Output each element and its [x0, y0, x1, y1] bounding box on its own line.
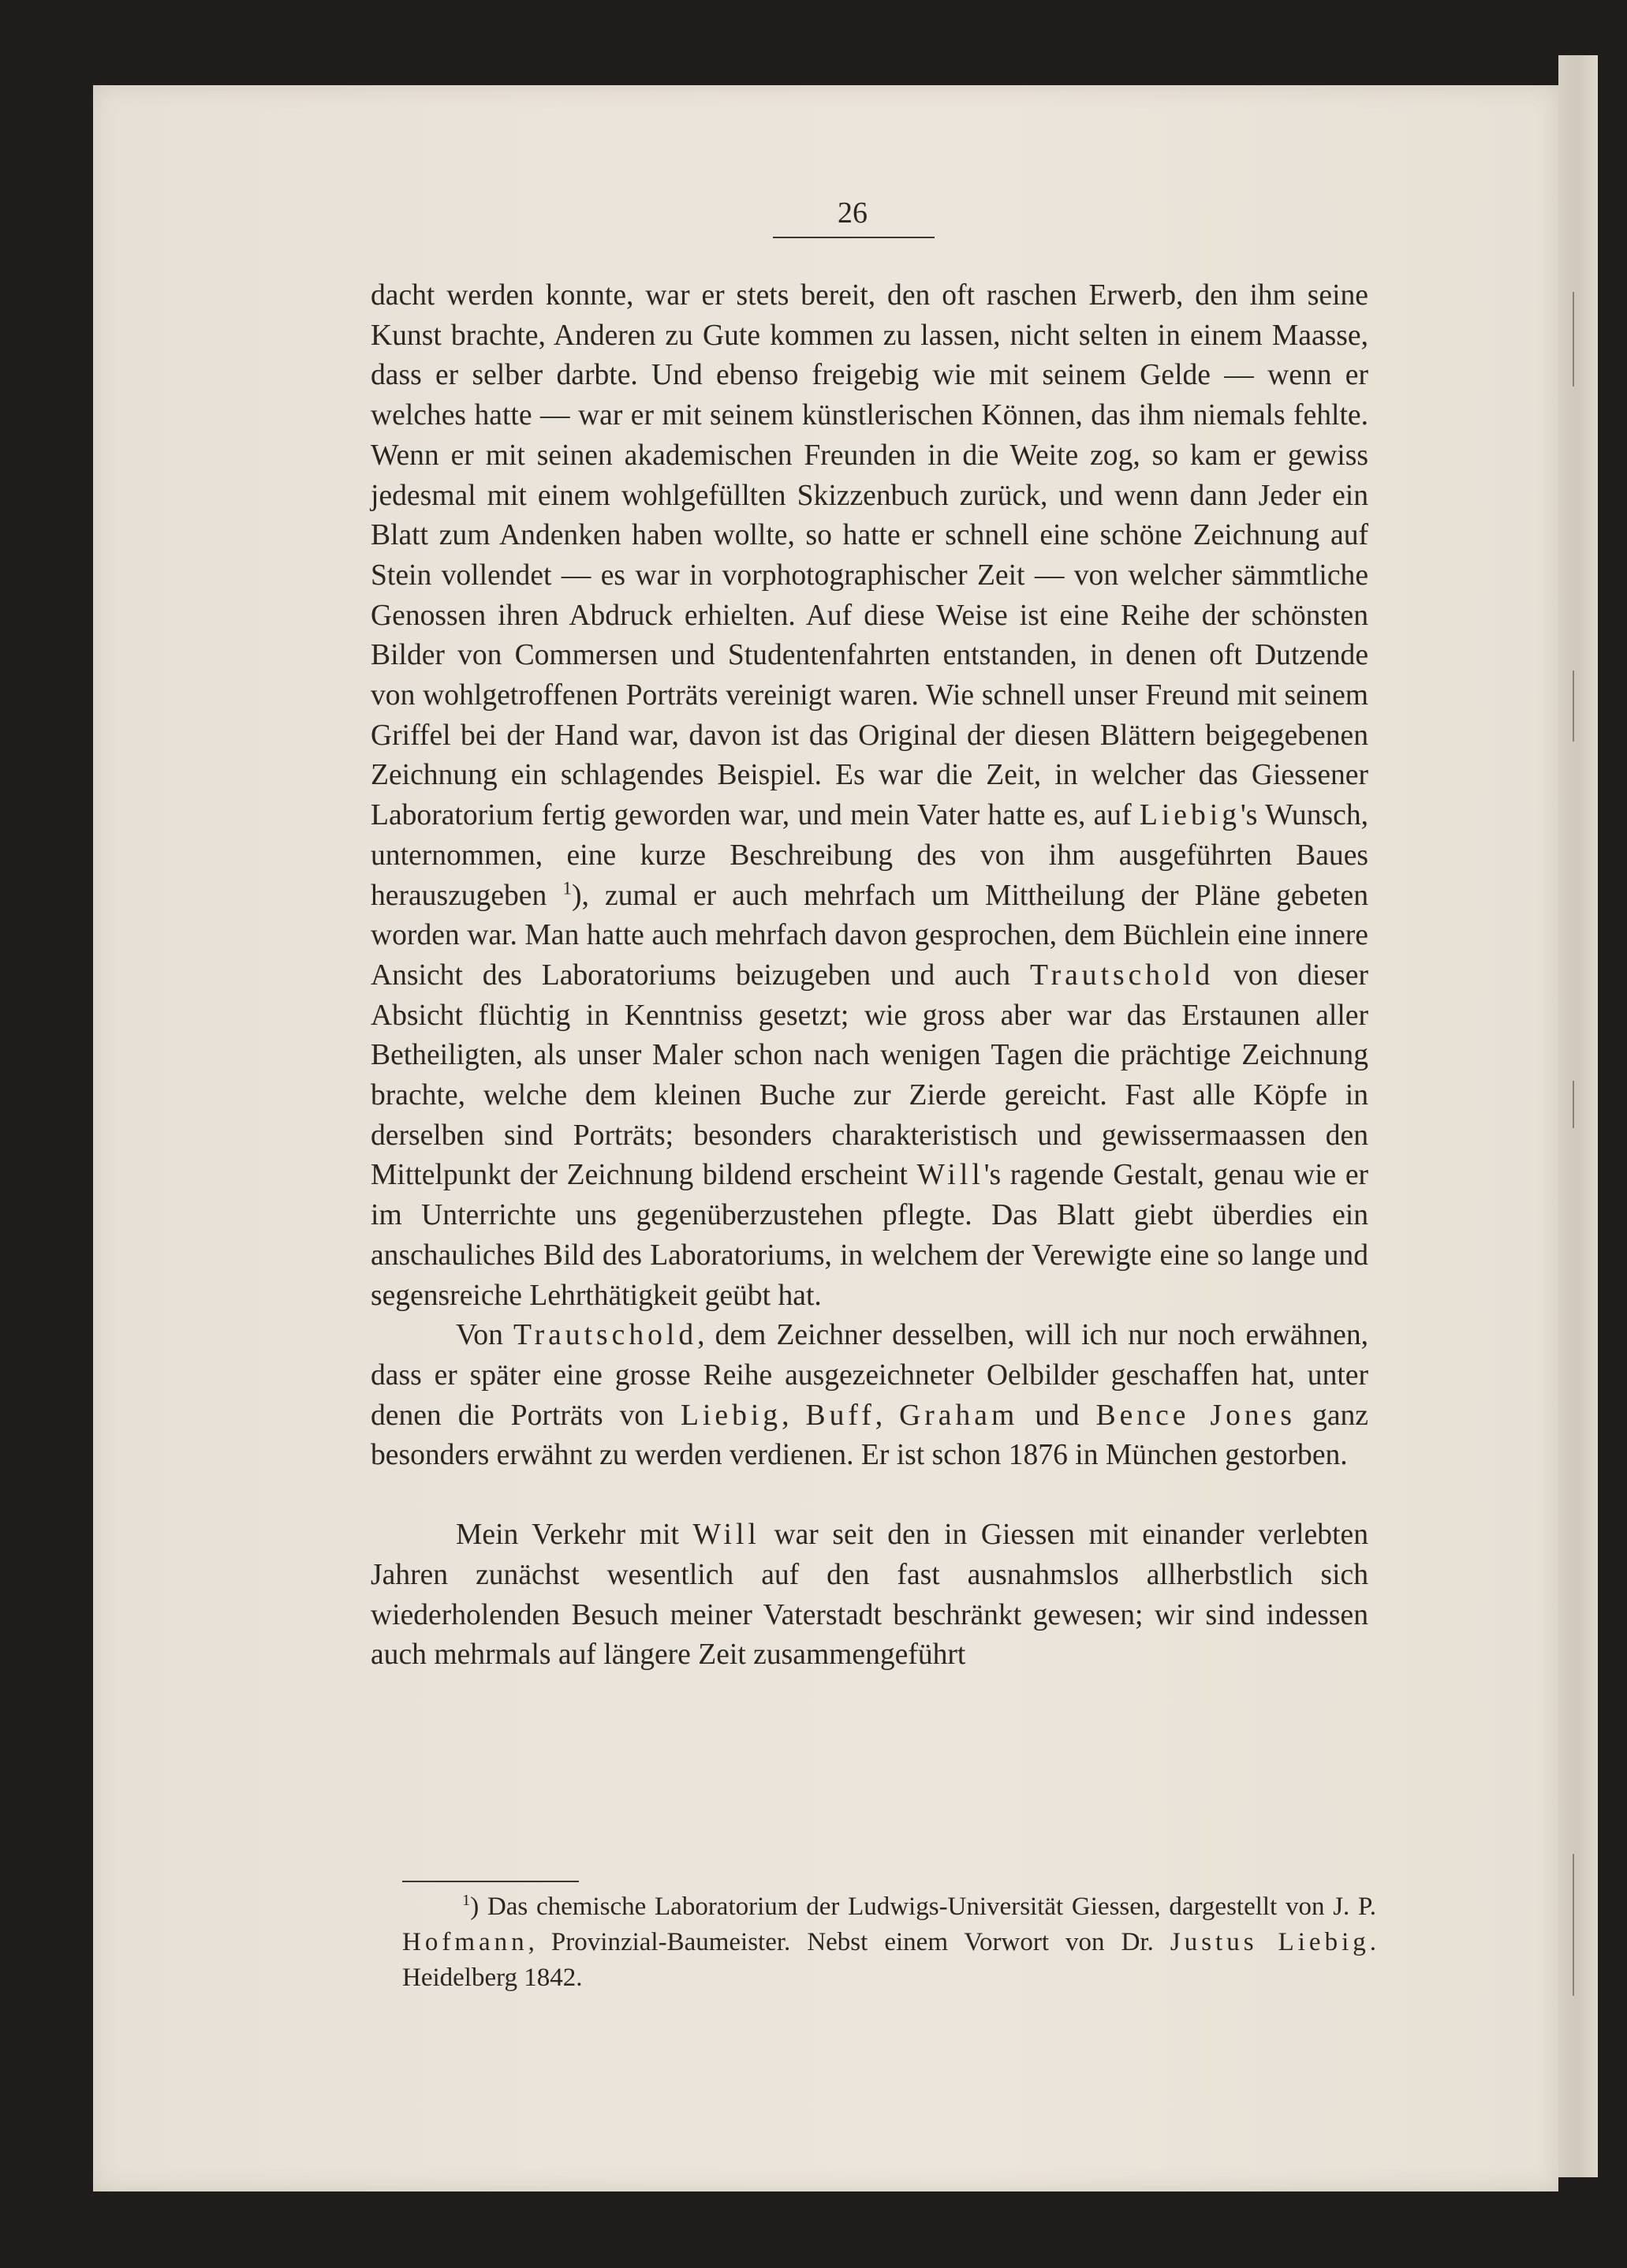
- name-bence-jones: Bence Jones: [1095, 1399, 1297, 1432]
- name-will: Will: [916, 1159, 984, 1192]
- name-trautschold: Trautschold: [1029, 958, 1215, 992]
- name-justus-liebig: Justus Liebig: [1170, 1928, 1370, 1956]
- name-will: Will: [692, 1519, 760, 1552]
- paragraph: Von Trautschold, dem Zeichner desselben, will ich nur noch erwähnen, dass er später eine grosse Reihe ausgezeichneter Oelbilder geschaffen hat, unter denen die Porträts von Liebig, Buff, Graham und Bence Jones ganz besonders erwähnt zu werden verdienen. Er ist schon 1876 in München gestorben.: [371, 1319, 1369, 1472]
- page-number-rule: [773, 237, 935, 238]
- name-buff: Buff: [805, 1399, 875, 1432]
- footnote: $^1$) Das chemische Laboratorium der Ludwigs-Universität Giessen, dargestellt von J. P. Hofmann, Provinzial-Baumeister. Nebst einem Vorwort von Dr. Justus Liebig. Heidelberg 1842.: [402, 1892, 1376, 1992]
- name-liebig: Liebig: [1139, 799, 1241, 832]
- paragraph: dacht werden konnte, war er stets bereit, den oft raschen Erwerb, den ihm seine Kunst brachte, Anderen zu Gute kommen zu lassen, nicht selten in einem Maasse, dass er selber darbte. Und ebenso freigebig wie mit seinem Gelde — wenn er welches hatte — war er mit seinem künstlerischen Können, das ihm niemals fehlte. Wenn er mit seinen akademischen Freunden in die Weite zog, so kam er gewiss jedesmal mit einem wohlgefüllten Skizzenbuch zurück, und wenn dann Jeder ein Blatt zum Andenken haben wollte, so hatte er schnell eine schöne Zeichnung auf Stein vollendet — es war in vorphotographischer Zeit — von welcher sämmtliche Genossen ihren Abdruck erhielten. Auf diese Weise ist eine Reihe der schönsten Bilder von Commersen und Studentenfahrten entstanden, in denen oft Dutzende von wohlgetroffenen Porträts vereinigt waren. Wie schnell unser Freund mit seinem Griffel bei der Hand war, davon ist das Original der diesen Blättern beigegebenen Zeichnung ein schlagendes Beispiel. Es war die Zeit, in welcher das Giessener Laboratorium fertig geworden war, und mein Vater hatte es, auf Liebig's Wunsch, unternommen, eine kurze Beschreibung des von ihm ausgeführten Baues herauszugeben $^1$), zumal er auch mehrfach um Mittheilung der Pläne gebeten worden war. Man hatte auch mehrfach davon gesprochen, dem Büchlein eine innere Ansicht des Laboratoriums beizugeben und auch Trautschold von dieser Absicht flüchtig in Kenntniss gesetzt; wie gross aber war das Erstaunen aller Betheiligten, als unser Maler schon nach wenigen Tagen die prächtige Zeichnung brachte, welche dem kleinen Buche zur Zierde gereicht. Fast alle Köpfe in derselben sind Porträts; besonders charakteristisch und gewissermaassen den Mittelpunkt der Zeichnung bildend erscheint Will's ragende Gestalt, genau wie er im Unterrichte uns gegenüberzustehen pflegte. Das Blatt giebt überdies ein anschauliches Bild des Laboratoriums, in welchem der Verewigte eine so lange und segensreiche Lehrthätigkeit geübt hat.: [371, 279, 1369, 1312]
- name-graham: Graham: [899, 1399, 1019, 1432]
- name-trautschold: Trautschold: [513, 1319, 698, 1352]
- name-liebig: Liebig: [681, 1399, 782, 1432]
- name-hofmann: Hofmann: [402, 1928, 528, 1956]
- paragraph: Mein Verkehr mit Will war seit den in Giessen mit einander verlebten Jahren zunächst wesentlich auf den fast ausnahmslos allherbstlich sich wiederholenden Besuch meiner Vaterstadt beschränkt gewesen; wir sind indessen auch mehrmals auf längere Zeit zusammengeführt: [371, 1519, 1369, 1672]
- footnote-marker: 1: [462, 1892, 471, 1909]
- page-number: 26: [838, 196, 868, 230]
- body-text: [371, 276, 1368, 1676]
- footnote-ref: 1: [562, 878, 572, 899]
- footnote-rule: [402, 1881, 579, 1882]
- page-edge: [1558, 55, 1598, 2177]
